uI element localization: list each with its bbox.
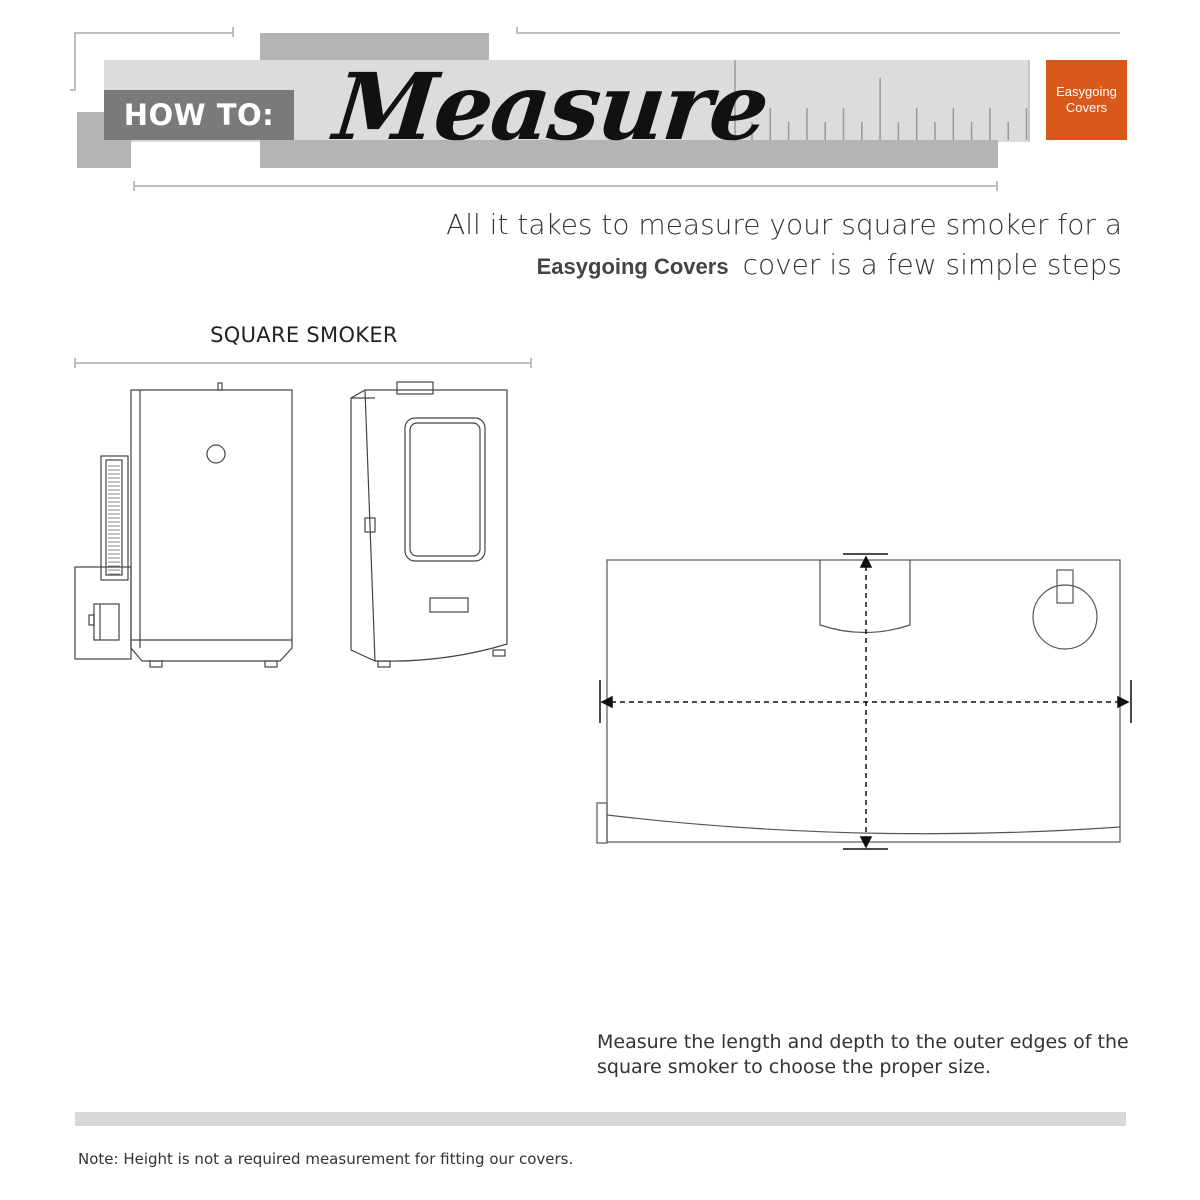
instructions-text: Measure the length and depth to the outer edges of the square smoker to choose the proper size. [597,1031,1129,1078]
intro-line2 [402,245,1122,287]
intro-brand-name: Easygoing Covers [536,254,729,279]
brand-logo-line1: Easygoing [1056,84,1117,99]
smoker-front-view-illustration [345,378,535,678]
footnote: Note: Height is not a required measurement for fitting our covers. [78,1150,574,1168]
page-title: Measure [329,53,773,161]
brand-logo[interactable] [1046,60,1127,140]
smoker-side-view-illustration [70,378,330,678]
how-to-label: HOW TO: [104,90,294,140]
section-title: SQUARE SMOKER [210,323,398,347]
intro-text [402,205,1122,287]
footer-divider-bar [75,1112,1126,1126]
brand-logo-line2: Covers [1065,100,1108,115]
section-divider [0,355,1200,375]
intro-line2-text: cover is a few simple steps [742,248,1122,281]
intro-line1: All it takes to measure your square smoker for a [446,208,1122,241]
top-view-measurement-diagram [590,545,1150,865]
